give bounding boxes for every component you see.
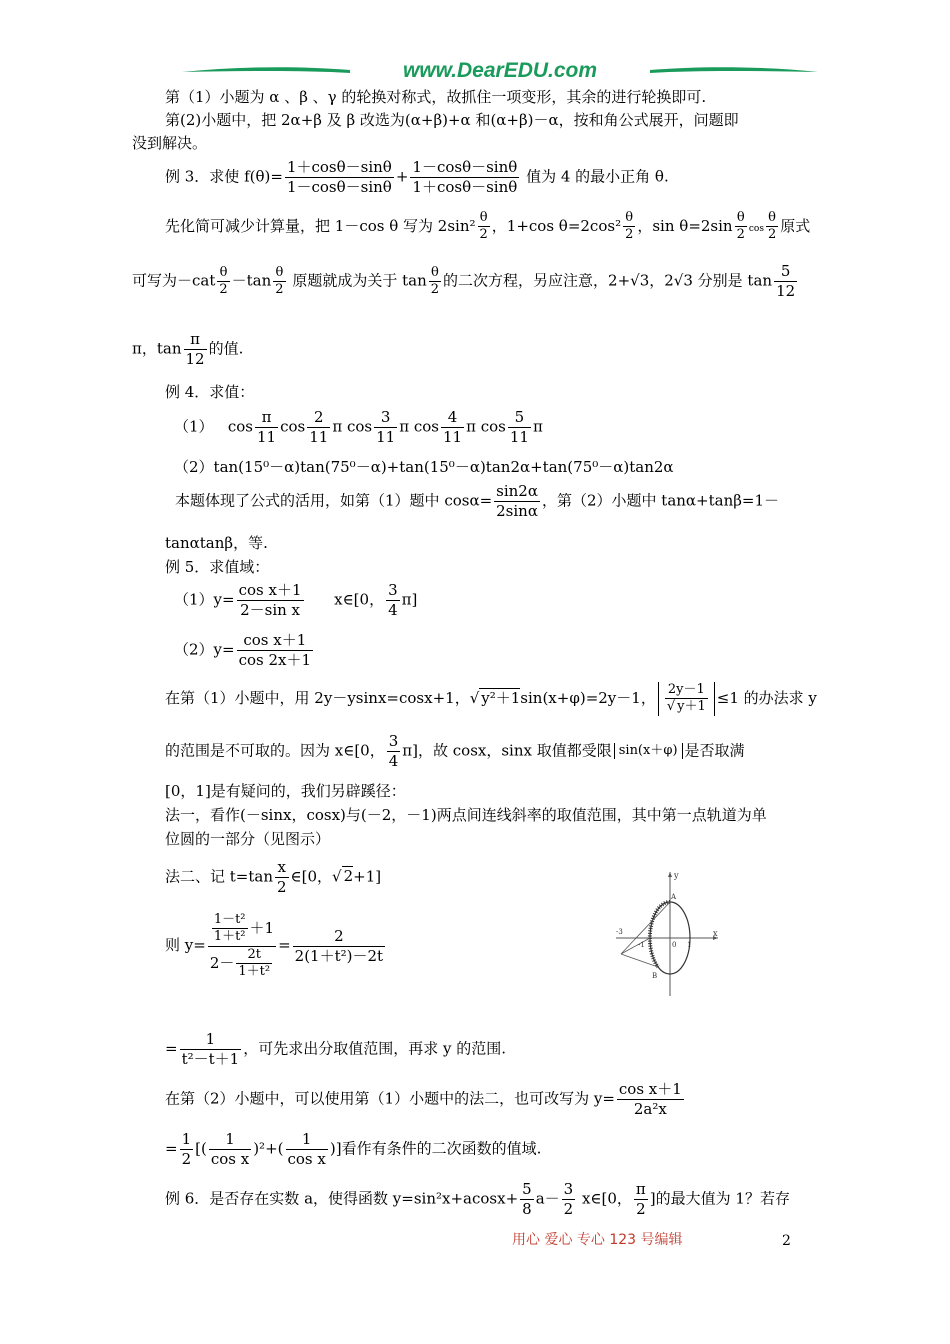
text-span: －tan — [231, 271, 272, 290]
text-span: π，tan — [132, 339, 182, 358]
denominator: 2 — [736, 227, 745, 243]
fraction — [236, 947, 272, 981]
denominator: 2 — [430, 281, 440, 297]
numerator: 1＋cosθ－sinθ — [286, 158, 392, 176]
fraction — [237, 631, 313, 670]
denominator: 11 — [309, 427, 329, 446]
text-span: ，可先求出分取值范围，再求 y 的范围. — [243, 1039, 506, 1058]
text-span: ，第（2）小题中 tanα+tanβ=1－ — [541, 491, 780, 510]
denominator: 12 — [185, 349, 205, 368]
label-m3: -3 — [616, 928, 623, 936]
text-span: 的二次方程，另应注意，2+√3，2√3 分别是 tan — [443, 271, 773, 290]
footer-text: 用心 爱心 专心 123 号编辑 — [512, 1232, 683, 1248]
denominator: cos 2x＋1 — [238, 650, 312, 669]
numerator: sin2α — [496, 482, 538, 500]
fraction — [766, 210, 778, 244]
absolute-value: sin(x＋φ) — [614, 743, 683, 759]
text-span: 例 3．求使 f(θ)= — [165, 167, 283, 186]
label-x: x — [713, 929, 718, 938]
denominator: 2(1＋t²)－2t — [294, 946, 384, 965]
fraction — [286, 1130, 328, 1169]
denominator — [208, 947, 276, 981]
text-span: （1） — [174, 417, 214, 436]
label-A: A — [671, 893, 677, 901]
solution-line — [165, 732, 745, 771]
example-4-part1 — [174, 408, 543, 447]
text-span: ，1+cos θ=2cos² — [491, 216, 622, 235]
fraction — [617, 1080, 684, 1119]
fraction — [374, 408, 397, 447]
text-span: = — [165, 1139, 178, 1158]
numerator: x — [275, 858, 289, 878]
text-span: sin(x+φ)=2y－1， — [520, 688, 656, 707]
denominator: 2a²x — [633, 1099, 667, 1118]
numerator: 3 — [388, 732, 399, 750]
text-span: )]看作有条件的二次函数的值域. — [329, 1139, 542, 1158]
solution-line — [165, 210, 810, 244]
site-logo-text: www.DearEDU.com — [402, 59, 598, 82]
text-span: cos — [227, 417, 253, 436]
numerator: θ — [623, 210, 635, 227]
text-span: 的范围是不可取的。因为 x∈[0， — [165, 741, 385, 760]
numerator: 2 — [293, 927, 385, 947]
numerator: 1 — [286, 1130, 328, 1150]
example-4: 例 4．求值： — [165, 383, 255, 401]
text-span: x∈[0， — [334, 590, 385, 609]
text-line: 第(2)小题中，把 2α+β 及 β 改选为(α+β)+α 和(α+β)－α，按和角公式展开，问题即 — [165, 111, 739, 129]
denominator: 12 — [776, 281, 796, 300]
denominator: 2－sin x — [240, 600, 301, 619]
text-span: 可写为－cat — [132, 271, 216, 290]
fraction — [212, 912, 248, 946]
fraction — [562, 1180, 576, 1219]
fraction — [520, 1180, 534, 1219]
denominator: 4 — [388, 751, 399, 770]
numerator: 2 — [307, 408, 330, 428]
label-B: B — [652, 972, 658, 980]
text-span: +1] — [353, 867, 382, 886]
numerator: π — [635, 1180, 646, 1198]
complex-fraction-line — [165, 912, 387, 980]
text-span: 是否取满 — [684, 741, 745, 760]
fraction — [208, 912, 276, 980]
sqrt-expr: y＋1 — [677, 699, 706, 715]
fraction — [665, 682, 708, 716]
line-to-A — [621, 902, 670, 954]
text-span: 原题就成为关于 tan — [287, 271, 427, 290]
denominator: 2 — [219, 281, 228, 297]
numerator: 2t — [236, 947, 272, 964]
text-line: 第（1）小题为 α 、β 、γ 的轮换对称式，故抓住一项变形，其余的进行轮换即可. — [165, 88, 707, 106]
text-span: cos — [480, 417, 506, 436]
numerator: θ — [766, 210, 778, 227]
numerator — [208, 912, 276, 947]
absolute-value — [658, 682, 715, 716]
text-span: 的值. — [208, 339, 244, 358]
y-axis-arrow — [668, 872, 672, 877]
label-0: 0 — [672, 941, 677, 949]
numerator: 5 — [522, 1180, 532, 1198]
label-y: y — [674, 871, 679, 880]
example-4-part2: （2）tan(15⁰－α)tan(75⁰－α)+tan(15⁰－α)tan2α+tan(75⁰－α)tan2α — [174, 458, 674, 476]
denominator: 11 — [509, 427, 529, 446]
text-span: 2－ — [209, 953, 235, 972]
label-m1: -1 — [638, 941, 645, 949]
denominator: √ y＋1 — [666, 699, 706, 715]
text-span: π — [532, 417, 543, 436]
fraction — [410, 158, 519, 197]
numerator: cos x＋1 — [237, 631, 313, 651]
fraction — [237, 581, 304, 620]
text-span: ，sin θ=2sin — [637, 216, 733, 235]
text-span: [( — [195, 1139, 207, 1158]
numerator: 1－t² — [212, 912, 248, 929]
text-span: π — [399, 417, 410, 436]
text-span: 值为 4 的最小正角 θ. — [521, 167, 669, 186]
fraction — [255, 408, 278, 447]
fraction — [285, 158, 394, 197]
solution-line — [132, 330, 243, 369]
denominator: 11 — [442, 427, 463, 446]
numerator: θ — [735, 210, 747, 227]
sqrt-expr: y²＋1 — [481, 688, 521, 707]
denominator: t²－t＋1 — [181, 1049, 240, 1068]
denominator: 1＋cosθ－sinθ — [412, 177, 518, 196]
numerator: π — [255, 408, 278, 428]
text-span: )²+( — [253, 1139, 284, 1158]
example-5-part2 — [174, 631, 315, 670]
fraction — [634, 1180, 648, 1219]
denominator: 2 — [181, 1149, 192, 1168]
solution-line — [165, 1080, 686, 1119]
sqrt-expr: 2 — [343, 867, 354, 886]
text-span: = — [278, 936, 291, 954]
fraction — [735, 210, 747, 244]
text-span: ＋1 — [249, 918, 275, 937]
unit-circle-figure — [614, 866, 724, 996]
numerator: 4 — [441, 408, 464, 428]
numerator: 5 — [508, 408, 531, 428]
text-span: = — [165, 1039, 178, 1058]
denominator: 1－cosθ－sinθ — [286, 177, 392, 196]
text-span: cos — [413, 417, 439, 436]
denominator: 2 — [625, 227, 634, 243]
page-number: 2 — [782, 1233, 791, 1249]
text-span: + — [395, 167, 409, 186]
example-6 — [165, 1180, 790, 1219]
fraction — [217, 265, 229, 299]
text-span: 在第（2）小题中，可以使用第（1）小题中的法二，也可改写为 y= — [165, 1089, 615, 1108]
text-span: ]的最大值为 1？若存 — [649, 1189, 790, 1208]
text-span: 原式 — [780, 216, 811, 235]
example-5-part1 — [174, 581, 417, 620]
denominator: cos x — [210, 1149, 250, 1168]
numerator: 2y－1 — [665, 682, 708, 699]
denominator: 2 — [479, 227, 488, 243]
numerator: 3 — [563, 1180, 574, 1198]
numerator: θ — [273, 265, 285, 282]
denominator: cos x — [287, 1149, 326, 1168]
text-line: tanαtanβ，等. — [165, 534, 268, 552]
numerator: θ — [478, 210, 490, 227]
solution-line — [132, 262, 799, 301]
numerator: 3 — [388, 581, 398, 599]
text-line: 没到解决。 — [132, 134, 208, 152]
denominator: 11 — [376, 427, 396, 446]
text-span: cos — [280, 417, 306, 436]
denominator: 2 — [636, 1199, 646, 1218]
fraction — [387, 732, 401, 771]
fraction — [209, 1130, 251, 1169]
fraction — [273, 265, 285, 299]
text-span: 例 6．是否存在实数 a，使得函数 y=sin²x+acosx+ — [165, 1189, 519, 1208]
text-span: x∈[0， — [577, 1189, 632, 1208]
fraction — [429, 265, 441, 299]
fraction — [293, 927, 385, 966]
solution-line — [165, 1030, 506, 1069]
fraction — [180, 1130, 194, 1169]
fraction — [441, 408, 464, 447]
text-span: π]，故 cosx，sinx 取值都受限 — [402, 741, 612, 760]
line-left — [621, 938, 650, 954]
fraction — [478, 210, 490, 244]
numerator: θ — [217, 265, 229, 282]
text-line: 法一，看作(－sinx，cosx)与(－2，－1)两点间连线斜率的取值范围，其中第一点轨道为单 — [165, 806, 767, 824]
example-3 — [165, 158, 669, 197]
solution-line — [165, 1130, 541, 1169]
text-span: 则 y= — [165, 936, 206, 954]
numerator: π — [184, 330, 207, 350]
numerator: 1 — [180, 1030, 242, 1050]
fraction — [494, 482, 540, 521]
numerator: 5 — [774, 262, 797, 282]
denominator: 4 — [388, 600, 398, 619]
solution-line: 法二、记 t=tan $\frac{x}{2}$ ∈[0，√ 2+1] — [165, 858, 382, 896]
label-1: 1 — [687, 941, 692, 949]
fraction — [774, 262, 797, 301]
text-span: （1）y= — [174, 590, 235, 609]
denominator: 2 — [563, 1199, 574, 1218]
text-span: 法二、记 t=tan — [165, 867, 273, 886]
text-line: [0，1]是有疑问的，我们另辟蹊径： — [165, 782, 406, 800]
example-5: 例 5．求值域： — [165, 558, 270, 576]
numerator: 1－cosθ－sinθ — [412, 158, 518, 176]
numerator: cos x＋1 — [238, 581, 302, 599]
text-span: π — [332, 417, 343, 436]
denominator: 11 — [257, 427, 277, 446]
text-span: （2）y= — [174, 640, 235, 659]
denominator: 2 — [277, 877, 287, 896]
header-banner — [180, 58, 820, 84]
text-span: π — [466, 417, 476, 436]
fraction — [307, 408, 330, 447]
text-span: cos — [748, 223, 764, 234]
numerator: 3 — [374, 408, 397, 428]
numerator: cos x＋1 — [618, 1080, 682, 1098]
solution-line: 在第（1）小题中，用 2y－ysinx=cosx+1，√ y²＋1sin(x+φ)=2y－1， $\frac{2y-1}{√ y+1}$ ≤1 的办法求 y — [165, 682, 817, 715]
fraction — [508, 408, 531, 447]
numerator: 1 — [209, 1130, 251, 1150]
fraction — [180, 1030, 242, 1069]
fraction — [275, 858, 289, 897]
denominator: 2sinα — [496, 501, 538, 520]
text-span: 在第（1）小题中，用 2y－ysinx=cosx+1， — [165, 688, 470, 707]
text-span: ≤1 的办法求 y — [716, 688, 817, 707]
denominator: 2 — [275, 281, 284, 297]
text-span: 先化简可减少计算量，把 1－cos θ 写为 2sin² — [165, 216, 476, 235]
text-span: a－ — [535, 1189, 560, 1208]
text-span: ∈[0， — [290, 867, 333, 886]
denominator: 1＋t² — [238, 963, 271, 979]
text-span: cos — [346, 417, 373, 436]
numerator: 1 — [181, 1130, 192, 1148]
denominator: 2 — [767, 227, 777, 243]
denominator: 8 — [522, 1199, 532, 1218]
numerator: θ — [429, 265, 441, 282]
fraction — [623, 210, 635, 244]
solution-line — [175, 482, 779, 521]
fraction — [386, 581, 400, 620]
text-span: π] — [401, 590, 418, 609]
denominator: 1＋t² — [213, 929, 246, 945]
text-line: 位圆的一部分（见图示） — [165, 830, 331, 848]
text-span: 本题体现了公式的活用，如第（1）题中 cosα= — [175, 491, 493, 510]
fraction — [184, 330, 207, 369]
